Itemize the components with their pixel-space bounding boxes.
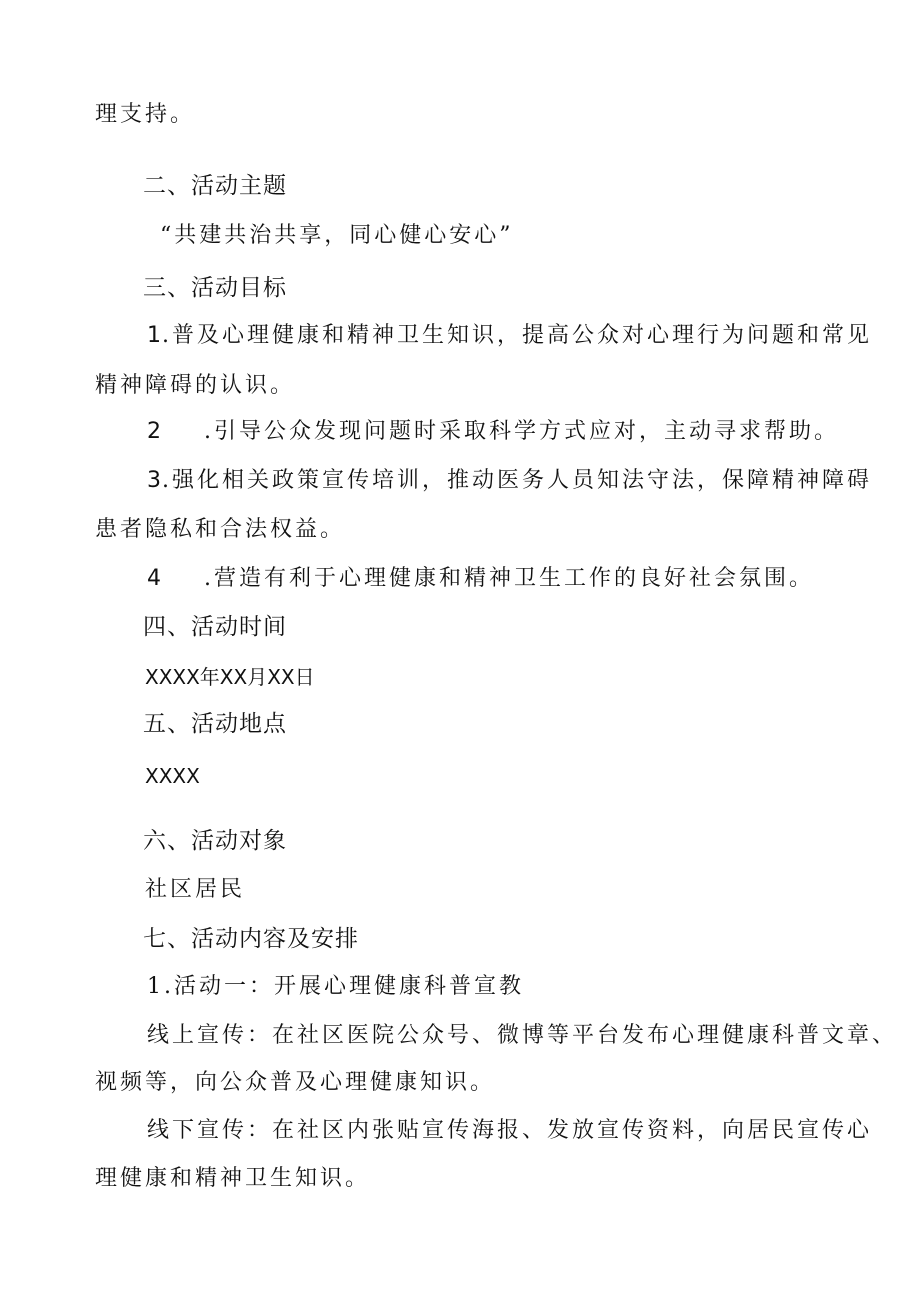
goal-3-text: .强化相关政策宣传培训，推动医务人员知法守法，保障精神障碍 <box>162 468 872 493</box>
goal-2-line <box>147 418 839 446</box>
activity-place: XXXX <box>145 764 200 788</box>
goal-1-line-2: 精神障碍的认识。 <box>95 373 296 398</box>
continuation-text: 理支持。 <box>95 102 196 127</box>
goal-4-number: 4 <box>147 566 162 591</box>
section-7-heading: 七、活动内容及安排 <box>143 926 359 952</box>
goal-1-text: .普及心理健康和精神卫生知识，提高公众对心理行为问题和常见 <box>162 323 872 348</box>
activity-date: XXXX年XX月XX日 <box>145 665 315 689</box>
section-3-heading: 三、活动目标 <box>143 275 287 301</box>
goal-3-number: 3 <box>147 468 162 493</box>
goal-1-number: 1 <box>147 323 162 348</box>
goal-4-text: .营造有利于心理健康和精神卫生工作的良好社会氛围。 <box>204 566 814 591</box>
activity-1-title: 1.活动一：开展心理健康科普宣教 <box>147 974 524 999</box>
goal-3-line-2: 患者隐私和合法权益。 <box>95 517 346 542</box>
offline-promo-line-2: 理健康和精神卫生知识。 <box>95 1166 371 1191</box>
online-promo-line-1: 线上宣传：在社区医院公众号、微博等平台发布心理健康科普文章、 <box>147 1023 898 1048</box>
activity-theme: “共建共治共享，同心健心安心” <box>160 223 514 248</box>
section-2-heading: 二、活动主题 <box>143 173 287 199</box>
goal-4-line <box>147 565 814 593</box>
offline-promo-line-1: 线下宣传：在社区内张贴宣传海报、发放宣传资料，向居民宣传心 <box>147 1118 873 1143</box>
goal-2-number: 2 <box>147 419 162 444</box>
goal-2-text: .引导公众发现问题时采取科学方式应对，主动寻求帮助。 <box>204 419 839 444</box>
section-4-heading: 四、活动时间 <box>143 614 287 640</box>
online-promo-line-2: 视频等，向公众普及心理健康知识。 <box>95 1070 496 1095</box>
section-5-heading: 五、活动地点 <box>143 711 287 737</box>
goal-3-line-1 <box>147 467 872 495</box>
goal-1-line-1 <box>147 322 872 350</box>
section-6-heading: 六、活动对象 <box>143 828 287 854</box>
activity-target: 社区居民 <box>145 877 246 902</box>
